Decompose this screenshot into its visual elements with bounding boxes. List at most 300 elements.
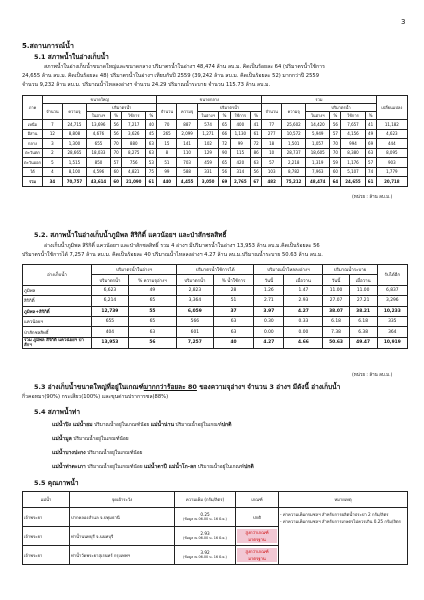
river-status: ปริมาณน้ำอยู่ในเกณฑ์ xyxy=(174,423,222,428)
table-cell: 61 xyxy=(251,129,262,139)
table-cell: 18 xyxy=(262,139,282,149)
table-cell: 70 xyxy=(111,139,122,149)
table-cell: 103 xyxy=(262,167,282,177)
table-cell: 51 xyxy=(157,158,177,168)
table-cell: 1,271 xyxy=(197,129,219,139)
table-cell: อีสาน xyxy=(23,129,43,139)
table-cell: เหนือ xyxy=(23,120,43,130)
table-cell: 86 xyxy=(251,148,262,158)
table-cell: 444 xyxy=(376,139,407,149)
table-cell: 0.30 xyxy=(254,316,284,326)
main-dams-table xyxy=(22,264,408,349)
th-s8: เมื่อวาน xyxy=(349,275,377,285)
table-row xyxy=(23,285,408,295)
table-cell: 2,218 xyxy=(282,158,306,168)
salinity-value: 0.25 xyxy=(200,512,210,517)
level-cell xyxy=(236,527,279,546)
salinity-cell xyxy=(175,508,236,527)
th-s4: % น้ำใช้การ xyxy=(213,275,254,285)
table-cell: 53 xyxy=(146,158,157,168)
table-row xyxy=(23,177,408,187)
table-cell: ตะวันออก xyxy=(23,158,43,168)
table-cell: 880 xyxy=(122,139,146,149)
table-row xyxy=(23,296,408,306)
note-line: - ค่าความเค็มกรมชลฯ สำหรับการผลิตน้ำประปา 2 กรัม/ลิตร xyxy=(280,512,389,517)
table-cell: 129 xyxy=(197,148,219,158)
table-cell: ป่าสักชลสิทธิ์ xyxy=(23,327,92,337)
table-cell: 12 xyxy=(42,129,62,139)
th-s2: % ความจุอ่างฯ xyxy=(128,275,176,285)
table-cell: 8,275 xyxy=(122,148,146,158)
salinity-date: (ข้อมูล ณ 06.00 น. 16 มิ.ย.) xyxy=(183,555,227,559)
table-cell: 75,212 xyxy=(282,177,306,187)
table-cell: ตะวันตก xyxy=(23,148,43,158)
table-cell: 482 xyxy=(262,177,282,187)
table-cell: 7,657 xyxy=(341,120,365,130)
table-cell: 72 xyxy=(219,139,230,149)
table-cell: 63 xyxy=(213,327,254,337)
th-sub: % xyxy=(219,112,230,120)
table-cell: 57 xyxy=(330,129,341,139)
table-cell: 37 xyxy=(213,306,254,316)
table-cell: 335 xyxy=(377,316,407,326)
s54-item-1 xyxy=(52,421,232,431)
table-cell: 6,623 xyxy=(92,285,129,295)
table-cell: 1,515 xyxy=(62,158,86,168)
table-cell: 2 xyxy=(42,148,62,158)
s53-title-pre: 5.3 อ่างเก็บน้ำขนาดใหญ่ที่อยู่ในเกณฑ์ xyxy=(34,383,144,391)
table-cell: 0.33 xyxy=(284,316,323,326)
table-cell: 48,474 xyxy=(306,177,330,187)
table-cell: 110 xyxy=(177,148,197,158)
table-cell: 99 xyxy=(230,139,250,149)
table-cell: 75 xyxy=(146,167,157,177)
table-row xyxy=(23,139,408,149)
table-cell: 56 xyxy=(111,120,122,130)
table-cell: 57 xyxy=(365,158,376,168)
table-cell: 10,919 xyxy=(377,337,407,348)
table-cell: 4,676 xyxy=(86,129,110,139)
table-cell: 3 xyxy=(42,139,62,149)
th-g4: ปริมาณน้ำระบาย xyxy=(323,265,377,275)
table-cell: 74 xyxy=(365,167,376,177)
th-g1: ปริมาตรน้ำในอ่างฯ xyxy=(92,265,177,275)
th-sub: % xyxy=(146,112,157,120)
table-cell: 28,737 xyxy=(282,148,306,158)
table-cell: 49 xyxy=(128,285,176,295)
table-cell: 56 xyxy=(219,167,230,177)
table-cell: 4.66 xyxy=(284,337,323,348)
salinity-date: (ข้อมูล ณ 06.00 น. 16 มิ.ย.) xyxy=(183,536,227,540)
table-cell: 18,605 xyxy=(306,148,330,158)
table-row xyxy=(23,167,408,177)
note-line: - ค่าความเค็มกรมชลฯ สำหรับการเกษตรไม่ควรเกิน 0.25 กรัม/ลิตร xyxy=(280,519,401,524)
table-cell: 14,420 xyxy=(306,120,330,130)
table-cell: 7,963 xyxy=(306,167,330,177)
table-cell: 38.21 xyxy=(349,306,377,316)
th-g2: ปริมาตรน้ำใช้การได้ xyxy=(176,265,253,275)
point-cell: ท่าน้ำวัดพระยาสุเรนทร์ กรุงเทพฯ xyxy=(70,546,175,565)
table-cell: 10 xyxy=(262,148,282,158)
th-sub: ใช้การ xyxy=(341,112,365,120)
table-cell: 6,214 xyxy=(92,296,129,306)
table-cell: 1.47 xyxy=(284,285,323,295)
table-row xyxy=(23,129,408,139)
table-cell: 21,090 xyxy=(122,177,146,187)
table-cell: 11.00 xyxy=(323,285,349,295)
th-count-t: จำนวน xyxy=(262,104,282,120)
table-cell: 115 xyxy=(230,148,250,158)
table-cell: 459 xyxy=(197,158,219,168)
table-cell: 7,217 xyxy=(122,120,146,130)
table-cell: 141 xyxy=(177,139,197,149)
th-vol-t: ปริมาตรน้ำ xyxy=(306,104,376,112)
table-cell: 20,718 xyxy=(376,177,407,187)
table-cell: 3,296 xyxy=(377,296,407,306)
table-cell: 903 xyxy=(376,158,407,168)
table-cell: สิริกิติ์ xyxy=(23,296,92,306)
table-cell: 3.97 xyxy=(254,306,284,316)
table-cell: 102 xyxy=(197,139,219,149)
th-sub: % xyxy=(330,112,341,120)
table-cell: 601 xyxy=(176,327,213,337)
th-basin: ภาค xyxy=(23,96,43,120)
table-cell: 400 xyxy=(230,120,250,130)
th-cap-l: ความจุ xyxy=(62,104,86,120)
table-cell: 440 xyxy=(157,177,177,187)
table-cell: 13,696 xyxy=(86,120,110,130)
table-cell: ใต้ xyxy=(23,167,43,177)
s52-unit-note: (หน่วย : ล้าน ลบ.ม.) xyxy=(352,373,393,378)
river-name: แม่น้ำท่าตะเภา xyxy=(52,464,86,470)
table-cell: 41 xyxy=(251,120,262,130)
table-cell: 5,107 xyxy=(341,167,365,177)
table-cell: 15 xyxy=(157,139,177,149)
table-cell: 2,823 xyxy=(176,285,213,295)
table-row xyxy=(23,337,408,348)
table-cell: 2.71 xyxy=(254,296,284,306)
table-cell: 8,808 xyxy=(62,129,86,139)
table-cell: 4,156 xyxy=(341,129,365,139)
th-s6: เมื่อวาน xyxy=(284,275,323,285)
table-cell: 69 xyxy=(365,139,376,149)
table-cell: 69 xyxy=(219,177,230,187)
river-cell: เจ้าพระยา xyxy=(23,527,70,546)
table-cell: 4,596 xyxy=(86,167,110,177)
point-cell: ปากคลองสำแล จ.ปทุมธานี xyxy=(70,508,175,527)
table-cell: 40 xyxy=(213,337,254,348)
table-cell: 63 xyxy=(146,139,157,149)
table-cell: 1,300 xyxy=(62,139,86,149)
s53-title-post: ของความจุอ่างฯ จำนวน 3 อ่างฯ มีดังนี้ อ่างเก็บน้ำ xyxy=(196,383,341,391)
table-row xyxy=(23,148,408,158)
table-cell: 314 xyxy=(230,167,250,177)
table-cell: 12,739 xyxy=(92,306,129,316)
table-cell: 7,257 xyxy=(176,337,213,348)
th-diff: เปลี่ยนแปลง xyxy=(376,96,407,120)
table-row xyxy=(23,158,408,168)
table-cell: 61 xyxy=(146,177,157,187)
table-cell: 850 xyxy=(86,158,110,168)
table-cell: 1,130 xyxy=(230,129,250,139)
table-cell: 90 xyxy=(219,148,230,158)
table-cell: 63 xyxy=(128,327,176,337)
table-cell: 8,095 xyxy=(376,148,407,158)
th-cap-t: ความจุ xyxy=(282,104,306,120)
level-cell: ปกติ xyxy=(236,508,279,527)
th-group-medium: ขนาดกลาง xyxy=(157,96,262,104)
table-cell: 331 xyxy=(197,167,219,177)
th-point: จุดเฝ้าระวัง xyxy=(70,492,175,508)
table-cell: 4,821 xyxy=(122,167,146,177)
table-cell: 65 xyxy=(219,120,230,130)
table-cell: 56 xyxy=(111,129,122,139)
river-name: แม่น้ำปิง แม่น้ำยม xyxy=(52,422,93,428)
table-cell: 70 xyxy=(330,139,341,149)
table-cell: รวม xyxy=(23,177,43,187)
table-cell: 64 xyxy=(330,177,341,187)
table-cell: 887 xyxy=(177,120,197,130)
table-cell: 6.18 xyxy=(323,316,349,326)
table-cell: 11,182 xyxy=(376,120,407,130)
table-cell: 34 xyxy=(42,177,62,187)
table-cell: 3,626 xyxy=(122,129,146,139)
table-cell: 4.27 xyxy=(254,337,284,348)
th-sub: ในอ่างฯ xyxy=(306,112,330,120)
river-status: ปริมาณน้ำอยู่ในเกณฑ์น้อย xyxy=(85,465,145,470)
th-group-large: ขนาดใหญ่ xyxy=(42,96,156,104)
river-cell: เจ้าพระยา xyxy=(23,546,70,565)
th-level: เกณฑ์ xyxy=(236,492,279,508)
river-name: แม่น้ำตาปี แม่น้ำโก-ลก xyxy=(144,464,197,470)
note-cell xyxy=(279,508,408,565)
table-cell: 28 xyxy=(213,285,254,295)
th-vol-l: ปริมาตรน้ำ xyxy=(86,104,156,112)
salinity-value: 3.92 xyxy=(200,550,210,555)
river-status: ปริมาณน้ำอยู่ในเกณฑ์น้อย xyxy=(92,423,151,428)
river-level: ปกติ xyxy=(221,422,232,428)
table-cell: 13,953 xyxy=(92,337,129,348)
table-cell: 1,501 xyxy=(282,139,306,149)
section-5-1-title: 5.1 สภาพน้ำในอ่างเก็บน้ำ xyxy=(34,53,109,61)
table-cell: 6.18 xyxy=(349,316,377,326)
th-salinity: ความเค็ม (กรัม/ลิตร) xyxy=(175,492,236,508)
table-cell: 72 xyxy=(251,139,262,149)
th-count-l: จำนวน xyxy=(42,104,62,120)
level-badge: มาตรฐาน xyxy=(237,536,277,543)
table-cell: 70 xyxy=(111,148,122,158)
salinity-cell xyxy=(175,546,236,565)
table-cell: 45 xyxy=(146,129,157,139)
table-cell: 67 xyxy=(251,177,262,187)
table-cell: กลาง xyxy=(23,139,43,149)
s51-line-1: สภาพน้ำในอ่างเก็บน้ำขนาดใหญ่และขนาดกลาง ปริมาตรน้ำในอ่างฯ 48,474 ล้าน ลบ.ม. คิดเป็นร้อยละ 64 (ปริมาตรน้ำใช้การ xyxy=(44,64,325,70)
th-dam-name: อ่างเก็บน้ำ xyxy=(23,265,92,286)
table-cell: 43,614 xyxy=(86,177,110,187)
table-cell: 63 xyxy=(146,148,157,158)
level-badge: สูงกว่าเกณฑ์ xyxy=(237,529,277,536)
th-cap-m: ความจุ xyxy=(177,104,197,120)
level-cell xyxy=(236,546,279,565)
point-cell: ท่าน้ำนนทบุรี จ.นนทบุรี xyxy=(70,527,175,546)
table-cell: 756 xyxy=(122,158,146,168)
table-cell: 994 xyxy=(341,139,365,149)
table-cell: 3,364 xyxy=(176,296,213,306)
table-cell: 41 xyxy=(365,120,376,130)
table-cell: 57 xyxy=(111,158,122,168)
section-5-5-title: 5.5 คุณภาพน้ำ xyxy=(34,479,79,487)
table-cell: 265 xyxy=(157,129,177,139)
s51-line-2: 24,655 ล้าน ลบ.ม. คิดเป็นร้อยละ 48) ปริมาตรน้ำในอ่างฯ เทียบกับปี 2559 (39,242 ล้าน ลบ.ม. คิดเป็นร้อยละ 52) มากกว่าปี 2559 xyxy=(22,73,319,79)
section-5-title: 5.สถานการณ์น้ำ xyxy=(22,42,74,50)
table-cell: 6,837 xyxy=(377,285,407,295)
table-cell: 65 xyxy=(219,158,230,168)
table-cell: 2,099 xyxy=(177,129,197,139)
s51-unit-note: (หน่วย : ล้าน ลบ.ม.) xyxy=(352,195,393,200)
river-level: ปกติ xyxy=(244,464,254,470)
table-row xyxy=(23,306,408,316)
water-quality-table xyxy=(22,491,408,565)
table-cell: 1,319 xyxy=(306,158,330,168)
table-cell: 364 xyxy=(377,327,407,337)
th-g3: ปริมาณน้ำไหลลงอ่างฯ xyxy=(254,265,323,275)
th-count-m: จำนวน xyxy=(157,104,177,120)
table-cell: 55 xyxy=(128,306,176,316)
table-cell: 7 xyxy=(42,120,62,130)
table-cell: 60 xyxy=(111,167,122,177)
table-row xyxy=(23,120,408,130)
table-cell: ภูมิพล xyxy=(23,285,92,295)
table-cell: 59 xyxy=(330,158,341,168)
table-cell: 77 xyxy=(262,120,282,130)
table-cell: 703 xyxy=(177,158,197,168)
table-cell: รวม ภูมิพล สิริกิติ์ แควน้อยฯ ป่าสักฯ xyxy=(23,337,92,348)
s54-item-2 xyxy=(52,435,129,445)
table-cell: 70,757 xyxy=(62,177,86,187)
level-badge: สูงกว่าเกณฑ์ xyxy=(237,548,277,555)
table-cell: 4.27 xyxy=(284,306,323,316)
salinity-date: (ข้อมูล ณ 06.00 น. 16 มิ.ย.) xyxy=(183,517,227,521)
reservoir-summary-table xyxy=(22,95,408,187)
table-cell: 5,949 xyxy=(306,129,330,139)
th-note: หมายเหตุ xyxy=(279,492,408,508)
table-cell: 1,057 xyxy=(306,139,330,149)
s53-line-2: กิ่วคอหมา(90%) กระเสียว(100%) และขุนด่านปราการชล(88%) xyxy=(22,394,169,400)
th-sub: % xyxy=(251,112,262,120)
table-cell: 70 xyxy=(330,148,341,158)
s53-title-underlined: มากกว่าร้อยละ 80 xyxy=(143,383,197,391)
table-cell: 27.21 xyxy=(349,296,377,306)
table-cell: 7.38 xyxy=(323,327,349,337)
table-cell: 65 xyxy=(128,296,176,306)
river-name: แม่น้ำมูล xyxy=(52,436,72,442)
s52-line-1: อ่างเก็บน้ำภูมิพล สิริกิติ์ แควน้อยฯ และป่าสักชลสิทธิ์ รวม 4 อ่างฯ มีปริมาตรน้ำในอ่างฯ 13,953 ล้าน ลบ.ม.คิดเป็นร้อยละ 56 xyxy=(44,243,320,249)
table-row xyxy=(23,316,408,326)
table-cell: 56 xyxy=(128,337,176,348)
table-cell: 0.00 xyxy=(284,327,323,337)
table-cell: 24,655 xyxy=(341,177,365,187)
table-cell: 8 xyxy=(157,148,177,158)
section-5-4-title: 5.4 สภาพน้ำท่า xyxy=(34,408,80,416)
th-sub: ในอ่างฯ xyxy=(197,112,219,120)
table-cell: 8,100 xyxy=(62,167,86,177)
table-cell: 10,572 xyxy=(282,129,306,139)
table-cell: 56 xyxy=(251,167,262,177)
river-status: ปริมาณน้ำอยู่ในเกณฑ์น้อย xyxy=(71,437,129,442)
page-number: 3 xyxy=(401,18,406,26)
table-cell: 63 xyxy=(251,158,262,168)
table-cell: 11.00 xyxy=(349,285,377,295)
s52-line-2: ปริมาตรน้ำใช้การได้ 7,257 ล้าน ลบ.ม. คิดเป็นร้อยละ 40 ปริมาณน้ำไหลลงอ่างฯ 4.27 ล้าน ลบ.ม.ปริมาณน้ำระบาย 50.63 ล้าน ลบ.ม. xyxy=(22,252,323,258)
table-cell: 3,050 xyxy=(197,177,219,187)
table-cell: 4,623 xyxy=(376,129,407,139)
table-cell: 10,233 xyxy=(377,306,407,316)
table-cell: 4 xyxy=(42,167,62,177)
table-cell: 420 xyxy=(230,158,250,168)
table-cell: 4,455 xyxy=(177,177,197,187)
table-cell: 574 xyxy=(197,120,219,130)
th-sub: ในอ่างฯ xyxy=(86,112,110,120)
level-badge: มาตรฐาน xyxy=(237,555,277,562)
table-cell: 57 xyxy=(262,158,282,168)
table-cell: 277 xyxy=(262,129,282,139)
table-cell: แควน้อยฯ xyxy=(23,316,92,326)
table-cell: 404 xyxy=(92,327,129,337)
table-cell: 63 xyxy=(365,148,376,158)
th-vol-m: ปริมาตรน้ำ xyxy=(197,104,261,112)
table-cell: 70 xyxy=(157,120,177,130)
th-sub: ใช้การ xyxy=(230,112,250,120)
table-cell: 1,779 xyxy=(376,167,407,177)
table-cell: 66 xyxy=(219,129,230,139)
th-g5: รับได้อีก xyxy=(377,265,407,286)
th-group-total: รวม xyxy=(262,96,376,104)
table-cell: 50.63 xyxy=(323,337,349,348)
table-cell: 588 xyxy=(177,167,197,177)
salinity-cell xyxy=(175,527,236,546)
salinity-value: 2.93 xyxy=(200,531,210,536)
table-cell: 56 xyxy=(330,120,341,130)
river-status: ปริมาณน้ำอยู่ในเกณฑ์ xyxy=(196,465,244,470)
table-cell: 49 xyxy=(365,129,376,139)
table-cell: 28,665 xyxy=(62,148,86,158)
table-cell: 27.07 xyxy=(323,296,349,306)
table-cell: 8,380 xyxy=(341,148,365,158)
th-sub: % xyxy=(111,112,122,120)
table-cell: 99 xyxy=(157,167,177,177)
table-cell: 38.07 xyxy=(323,306,349,316)
table-cell: 2,765 xyxy=(230,177,250,187)
table-cell: 0.00 xyxy=(254,327,284,337)
th-s3: ปริมาตรน้ำ xyxy=(176,275,213,285)
river-cell: เจ้าพระยา xyxy=(23,508,70,527)
table-cell: 51 xyxy=(213,296,254,306)
table-cell: 655 xyxy=(92,316,129,326)
table-cell: 1,176 xyxy=(341,158,365,168)
table-cell: 65 xyxy=(128,316,176,326)
th-sub: ใช้การ xyxy=(122,112,146,120)
table-cell: 566 xyxy=(176,316,213,326)
table-cell: 24,715 xyxy=(62,120,86,130)
river-name: แม่น้ำน่าน xyxy=(150,422,174,428)
table-cell: 655 xyxy=(86,139,110,149)
th-s1: ปริมาตรน้ำ xyxy=(92,275,129,285)
river-name: แม่น้ำบางปะกง xyxy=(52,450,86,456)
table-cell: 18,033 xyxy=(86,148,110,158)
table-cell: ภูมิพล+สิริกิติ์ xyxy=(23,306,92,316)
table-cell: 60 xyxy=(330,167,341,177)
s51-line-3: จำนวน 9,232 ล้าน ลบ.ม. ปริมาณน้ำไหลลงอ่างฯ จำนวน 24.29 ปริมาณน้ำระบาย จำนวน 115.73 ล้าน ลบ.ม. xyxy=(22,82,271,88)
